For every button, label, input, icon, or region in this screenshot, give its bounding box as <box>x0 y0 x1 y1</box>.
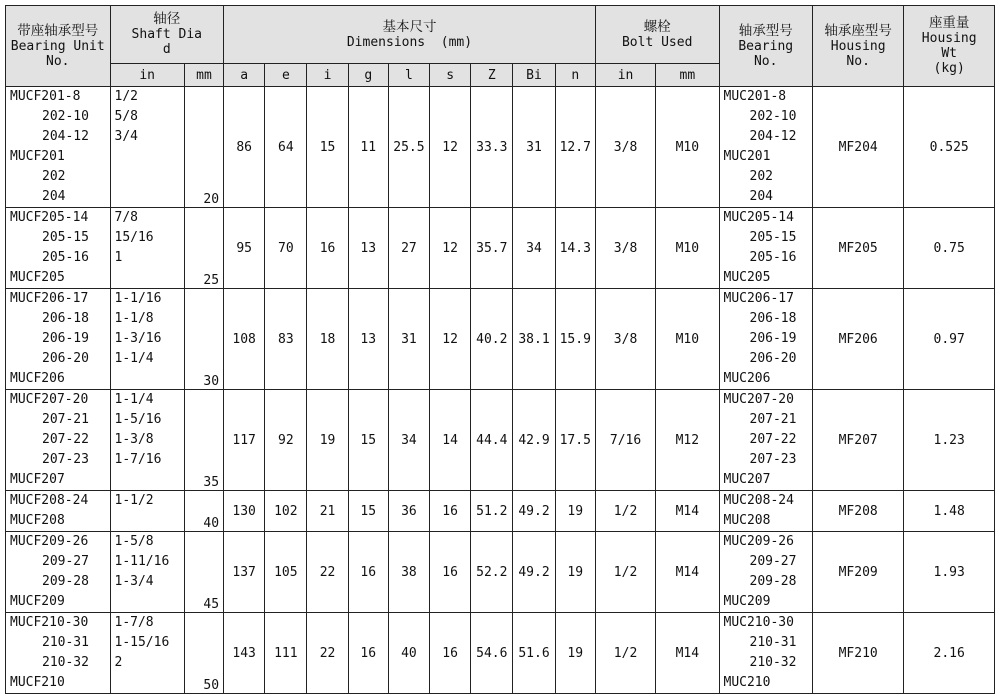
bearing-no-cell <box>719 491 812 532</box>
subheader-z: Z <box>471 64 513 87</box>
header-shaft-dia: 轴径 Shaft Dia d <box>110 6 224 64</box>
shaft-in-cell-line: 1-11/16 <box>114 554 170 569</box>
shaft-in-cell <box>110 532 184 613</box>
shaft-in-cell-line: 1-1/4 <box>114 351 154 366</box>
shaft-in-cell-line: 1-1/2 <box>114 493 154 508</box>
table-row <box>6 491 995 532</box>
shaft-in-cell-line: 1-3/8 <box>114 432 154 447</box>
shaft-in-cell-line: 1-7/16 <box>114 452 162 467</box>
cell-a: 117 <box>224 390 265 491</box>
shaft-mm-cell: 25 <box>184 208 223 289</box>
shaft-in-cell <box>110 289 184 390</box>
header-housing-no: 轴承座型号 Housing No. <box>812 6 903 87</box>
cell-n: 17.5 <box>555 390 595 491</box>
bearing-no-cell <box>719 532 812 613</box>
shaft-in-cell-line: 1-7/8 <box>114 615 154 630</box>
cell-bolt-in: 1/2 <box>595 491 655 532</box>
bearing-unit-cell <box>6 289 111 390</box>
bearing-unit-cell-line: MUCF207 <box>10 472 65 487</box>
bearing-unit-cell-line: 210-31 <box>42 635 89 650</box>
cell-bolt-mm: M14 <box>656 613 719 694</box>
shaft-in-cell-line: 1-1/8 <box>114 311 154 326</box>
cell-n: 14.3 <box>555 208 595 289</box>
subheader-l: l <box>388 64 429 87</box>
bearing-no-cell <box>719 613 812 694</box>
housing-no-cell: MF206 <box>812 289 903 390</box>
shaft-in-cell-line: 1/2 <box>114 89 138 104</box>
bearing-no-cell-line: 202 <box>749 169 773 184</box>
cell-bolt-mm: M14 <box>656 491 719 532</box>
cell-bolt-in: 1/2 <box>595 613 655 694</box>
cell-bolt-mm: M10 <box>656 87 719 208</box>
bearing-no-cell-line: 204 <box>749 189 773 204</box>
bearing-no-cell-line: MUC209-26 <box>723 534 794 549</box>
housing-no-cell: MF204 <box>812 87 903 208</box>
cell-s: 12 <box>430 87 471 208</box>
bearing-no-cell-line: MUC210 <box>723 675 771 690</box>
cell-bi: 31 <box>513 87 555 208</box>
bearing-unit-cell-line: MUCF206-17 <box>10 291 89 306</box>
bearing-unit-cell-line: MUCF201 <box>10 149 65 164</box>
housing-no-cell: MF208 <box>812 491 903 532</box>
bearing-no-cell <box>719 390 812 491</box>
shaft-in-cell-line: 7/8 <box>114 210 138 225</box>
subheader-shaft-mm: mm <box>184 64 223 87</box>
subheader-n: n <box>555 64 595 87</box>
housing-wt-cell: 1.93 <box>904 532 995 613</box>
cell-bi: 49.2 <box>513 532 555 613</box>
bearing-unit-cell-line: 207-23 <box>42 452 89 467</box>
cell-z: 40.2 <box>471 289 513 390</box>
cell-l: 25.5 <box>388 87 429 208</box>
shaft-in-cell-line: 2 <box>114 655 123 670</box>
cell-s: 12 <box>430 289 471 390</box>
subheader-bolt-mm: mm <box>656 64 719 87</box>
cell-a: 86 <box>224 87 265 208</box>
cell-bolt-mm: M14 <box>656 532 719 613</box>
cell-s: 14 <box>430 390 471 491</box>
cell-l: 40 <box>388 613 429 694</box>
bearing-unit-cell-line: 207-21 <box>42 412 89 427</box>
cell-z: 33.3 <box>471 87 513 208</box>
bearing-unit-cell-line: 205-15 <box>42 230 89 245</box>
bearing-unit-cell-line: MUCF209-26 <box>10 534 89 549</box>
housing-wt-cell: 0.75 <box>904 208 995 289</box>
shaft-in-cell-line: 15/16 <box>114 230 154 245</box>
bearing-unit-cell-line: 209-28 <box>42 574 89 589</box>
cell-z: 54.6 <box>471 613 513 694</box>
cell-z: 44.4 <box>471 390 513 491</box>
cell-s: 16 <box>430 532 471 613</box>
cell-g: 13 <box>348 289 388 390</box>
cell-bolt-mm: M10 <box>656 289 719 390</box>
bearing-unit-cell <box>6 208 111 289</box>
bearing-no-cell-line: 202-10 <box>749 109 797 124</box>
bearing-no-cell-line: 204-12 <box>749 129 797 144</box>
bearing-unit-cell-line: 206-19 <box>42 331 89 346</box>
subheader-bolt-in: in <box>595 64 655 87</box>
cell-a: 137 <box>224 532 265 613</box>
bearing-unit-cell-line: MUCF210 <box>10 675 65 690</box>
cell-bolt-in: 3/8 <box>595 208 655 289</box>
header-dimensions: 基本尺寸 Dimensions (mm) <box>224 6 596 64</box>
table-row <box>6 613 995 694</box>
table-row <box>6 87 995 208</box>
bearing-no-cell-line: MUC205-14 <box>723 210 794 225</box>
shaft-in-cell-line: 1-3/4 <box>114 574 154 589</box>
bearing-unit-cell <box>6 613 111 694</box>
cell-bi: 34 <box>513 208 555 289</box>
bearing-no-cell-line: 207-21 <box>749 412 797 427</box>
header-bearing-unit: 带座轴承型号 Bearing Unit No. <box>6 6 111 87</box>
shaft-in-cell-line: 3/4 <box>114 129 138 144</box>
bearing-unit-cell-line: MUCF208-24 <box>10 493 89 508</box>
bearing-no-cell-line: MUC210-30 <box>723 615 794 630</box>
cell-l: 36 <box>388 491 429 532</box>
shaft-in-cell <box>110 208 184 289</box>
subheader-bi: Bi <box>513 64 555 87</box>
subheader-g: g <box>348 64 388 87</box>
bearing-unit-cell-line: 207-22 <box>42 432 89 447</box>
cell-g: 15 <box>348 390 388 491</box>
housing-wt-cell: 1.23 <box>904 390 995 491</box>
bearing-no-cell-line: MUC205 <box>723 270 771 285</box>
shaft-in-cell <box>110 491 184 532</box>
bearing-no-cell-line: MUC206-17 <box>723 291 794 306</box>
shaft-mm-cell: 30 <box>184 289 223 390</box>
bearing-unit-cell-line: MUCF208 <box>10 513 65 528</box>
bearing-no-cell-line: 209-27 <box>749 554 797 569</box>
cell-z: 51.2 <box>471 491 513 532</box>
cell-bolt-mm: M10 <box>656 208 719 289</box>
bearing-no-cell-line: MUC209 <box>723 594 771 609</box>
cell-bolt-mm: M12 <box>656 390 719 491</box>
cell-g: 15 <box>348 491 388 532</box>
shaft-in-cell-line: 1-1/16 <box>114 291 162 306</box>
cell-g: 11 <box>348 87 388 208</box>
cell-s: 16 <box>430 491 471 532</box>
cell-z: 35.7 <box>471 208 513 289</box>
bearing-unit-cell-line: MUCF201-8 <box>10 89 81 104</box>
bearing-unit-cell <box>6 491 111 532</box>
bearing-no-cell-line: MUC201 <box>723 149 771 164</box>
bearing-no-cell-line: 207-22 <box>749 432 797 447</box>
shaft-mm-cell: 50 <box>184 613 223 694</box>
cell-e: 70 <box>265 208 307 289</box>
table-row <box>6 532 995 613</box>
bearing-no-cell-line: MUC206 <box>723 371 771 386</box>
subheader-a: a <box>224 64 265 87</box>
cell-bi: 51.6 <box>513 613 555 694</box>
shaft-mm-cell: 35 <box>184 390 223 491</box>
housing-no-cell: MF209 <box>812 532 903 613</box>
cell-a: 143 <box>224 613 265 694</box>
cell-bi: 42.9 <box>513 390 555 491</box>
bearing-unit-cell-line: 206-18 <box>42 311 89 326</box>
shaft-in-cell-line: 1-1/4 <box>114 392 154 407</box>
cell-bolt-in: 3/8 <box>595 87 655 208</box>
housing-no-cell: MF210 <box>812 613 903 694</box>
housing-wt-cell: 1.48 <box>904 491 995 532</box>
subheader-s: s <box>430 64 471 87</box>
shaft-in-cell-line: 1 <box>114 250 123 265</box>
cell-bolt-in: 3/8 <box>595 289 655 390</box>
shaft-mm-cell: 20 <box>184 87 223 208</box>
header-bolt-used: 螺栓 Bolt Used <box>595 6 719 64</box>
cell-n: 12.7 <box>555 87 595 208</box>
cell-s: 16 <box>430 613 471 694</box>
cell-a: 95 <box>224 208 265 289</box>
cell-l: 38 <box>388 532 429 613</box>
bearing-unit-cell-line: 206-20 <box>42 351 89 366</box>
shaft-in-cell-line: 1-5/16 <box>114 412 162 427</box>
cell-i: 18 <box>307 289 348 390</box>
cell-e: 105 <box>265 532 307 613</box>
table-row <box>6 208 995 289</box>
bearing-unit-cell <box>6 87 111 208</box>
bearing-no-cell-line: 206-20 <box>749 351 797 366</box>
bearing-no-cell-line: 207-23 <box>749 452 797 467</box>
cell-n: 19 <box>555 491 595 532</box>
cell-i: 19 <box>307 390 348 491</box>
cell-bolt-in: 1/2 <box>595 532 655 613</box>
bearing-no-cell-line: MUC201-8 <box>723 89 787 104</box>
cell-n: 15.9 <box>555 289 595 390</box>
shaft-in-cell <box>110 613 184 694</box>
bearing-unit-cell-line: 210-32 <box>42 655 89 670</box>
bearing-no-cell-line: MUC208 <box>723 513 771 528</box>
subheader-shaft-in: in <box>110 64 184 87</box>
shaft-mm-cell: 45 <box>184 532 223 613</box>
cell-i: 22 <box>307 613 348 694</box>
bearing-no-cell-line: 206-18 <box>749 311 797 326</box>
cell-l: 27 <box>388 208 429 289</box>
table-row <box>6 289 995 390</box>
bearing-unit-cell-line: MUCF205 <box>10 270 65 285</box>
bearing-unit-cell-line: MUCF207-20 <box>10 392 89 407</box>
bearing-no-cell-line: 209-28 <box>749 574 797 589</box>
shaft-in-cell <box>110 87 184 208</box>
bearing-unit-cell <box>6 390 111 491</box>
bearing-no-cell <box>719 289 812 390</box>
cell-bi: 38.1 <box>513 289 555 390</box>
bearing-unit-cell-line: MUCF209 <box>10 594 65 609</box>
bearing-no-cell-line: MUC207-20 <box>723 392 794 407</box>
housing-wt-cell: 0.97 <box>904 289 995 390</box>
cell-e: 102 <box>265 491 307 532</box>
cell-l: 34 <box>388 390 429 491</box>
bearing-unit-cell <box>6 532 111 613</box>
bearing-unit-cell-line: MUCF210-30 <box>10 615 89 630</box>
cell-i: 15 <box>307 87 348 208</box>
cell-a: 130 <box>224 491 265 532</box>
bearing-no-cell-line: MUC208-24 <box>723 493 794 508</box>
bearing-no-cell-line: 205-15 <box>749 230 797 245</box>
cell-i: 21 <box>307 491 348 532</box>
table-body <box>6 87 995 694</box>
header-bearing-no: 轴承型号 Bearing No. <box>719 6 812 87</box>
bearing-unit-cell-line: MUCF206 <box>10 371 65 386</box>
housing-wt-cell: 0.525 <box>904 87 995 208</box>
cell-n: 19 <box>555 532 595 613</box>
cell-l: 31 <box>388 289 429 390</box>
cell-bolt-in: 7/16 <box>595 390 655 491</box>
cell-g: 16 <box>348 532 388 613</box>
cell-s: 12 <box>430 208 471 289</box>
bearing-unit-cell-line: 205-16 <box>42 250 89 265</box>
bearing-no-cell-line: 206-19 <box>749 331 797 346</box>
bearing-unit-cell-line: MUCF205-14 <box>10 210 89 225</box>
cell-e: 92 <box>265 390 307 491</box>
table-row <box>6 390 995 491</box>
bearing-no-cell <box>719 87 812 208</box>
bearing-no-cell-line: MUC207 <box>723 472 771 487</box>
bearing-unit-cell-line: 204-12 <box>42 129 89 144</box>
cell-a: 108 <box>224 289 265 390</box>
shaft-in-cell-line: 1-5/8 <box>114 534 154 549</box>
subheader-i: i <box>307 64 348 87</box>
cell-g: 13 <box>348 208 388 289</box>
shaft-in-cell <box>110 390 184 491</box>
shaft-mm-cell: 40 <box>184 491 223 532</box>
housing-no-cell: MF207 <box>812 390 903 491</box>
shaft-in-cell-line: 1-3/16 <box>114 331 162 346</box>
cell-i: 22 <box>307 532 348 613</box>
bearing-unit-cell-line: 209-27 <box>42 554 89 569</box>
shaft-in-cell-line: 5/8 <box>114 109 138 124</box>
cell-e: 83 <box>265 289 307 390</box>
housing-no-cell: MF205 <box>812 208 903 289</box>
bearing-unit-cell-line: 202-10 <box>42 109 89 124</box>
header-housing-wt: 座重量 Housing Wt (kg) <box>904 6 995 87</box>
cell-z: 52.2 <box>471 532 513 613</box>
cell-e: 111 <box>265 613 307 694</box>
bearing-unit-cell-line: 202 <box>42 169 66 184</box>
bearing-no-cell-line: 210-32 <box>749 655 797 670</box>
cell-e: 64 <box>265 87 307 208</box>
cell-i: 16 <box>307 208 348 289</box>
cell-g: 16 <box>348 613 388 694</box>
bearing-unit-cell-line: 204 <box>42 189 66 204</box>
cell-n: 19 <box>555 613 595 694</box>
bearing-no-cell-line: 205-16 <box>749 250 797 265</box>
bearing-no-cell <box>719 208 812 289</box>
housing-wt-cell: 2.16 <box>904 613 995 694</box>
bearing-no-cell-line: 210-31 <box>749 635 797 650</box>
subheader-e: e <box>265 64 307 87</box>
cell-bi: 49.2 <box>513 491 555 532</box>
shaft-in-cell-line: 1-15/16 <box>114 635 170 650</box>
bearing-spec-table <box>5 5 995 694</box>
